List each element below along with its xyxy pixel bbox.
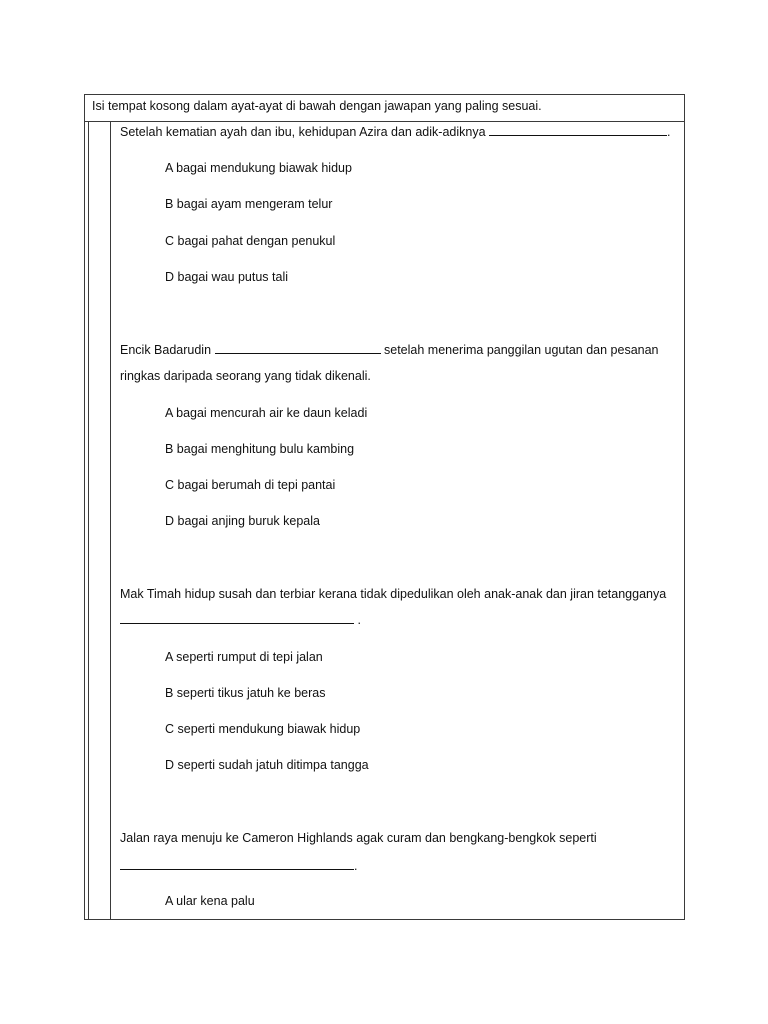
question-1-end: .: [667, 125, 671, 139]
question-3-end: .: [357, 613, 361, 627]
question-2-option-b: B bagai menghitung bulu kambing: [165, 442, 355, 456]
question-1-option-c: C bagai pahat dengan penukul: [165, 234, 336, 248]
instruction-text: Isi tempat kosong dalam ayat-ayat di bawah dengan jawapan yang paling sesuai.: [92, 99, 542, 113]
question-2-text-start: Encik Badarudin: [120, 343, 212, 357]
instruction-row: [85, 95, 684, 122]
question-4-line-2: [120, 859, 357, 873]
question-2-text-end: setelah menerima panggilan ugutan dan pesanan: [384, 343, 659, 357]
left-margin-line-1: [88, 122, 89, 919]
question-1-option-d: D bagai wau putus tali: [165, 270, 288, 284]
left-margin-line-2: [110, 122, 111, 919]
question-1-text: Setelah kematian ayah dan ibu, kehidupan Azira dan adik-adiknya: [120, 125, 486, 139]
question-1-option-a: A bagai mendukung biawak hidup: [165, 161, 352, 175]
question-2-option-d: D bagai anjing buruk kepala: [165, 514, 320, 528]
worksheet-table: [84, 94, 685, 920]
question-4-option-a: A ular kena palu: [165, 894, 255, 908]
question-2-option-a: A bagai mencurah air ke daun keladi: [165, 406, 368, 420]
question-3-option-a: A seperti rumput di tepi jalan: [165, 650, 323, 664]
answer-blank-3: [120, 613, 354, 624]
question-1-option-b: B bagai ayam mengeram telur: [165, 197, 333, 211]
answer-blank-4: [120, 859, 354, 870]
answer-blank-1: [489, 125, 667, 136]
question-3-option-c: C seperti mendukung biawak hidup: [165, 722, 361, 736]
question-2-line-2: ringkas daripada seorang yang tidak dikenali.: [120, 369, 371, 383]
question-4-line-1: Jalan raya menuju ke Cameron Highlands agak curam dan bengkang-bengkok seperti: [120, 831, 597, 845]
question-3-line-1: Mak Timah hidup susah dan terbiar kerana tidak dipedulikan oleh anak-anak dan jiran tetangganya: [120, 587, 667, 601]
answer-blank-2: [215, 343, 381, 354]
question-2-option-c: C bagai berumah di tepi pantai: [165, 478, 336, 492]
question-3-option-d: D seperti sudah jatuh ditimpa tangga: [165, 758, 369, 772]
question-1-line-1: [120, 125, 671, 139]
question-3-line-2: [120, 613, 361, 627]
question-3-option-b: B seperti tikus jatuh ke beras: [165, 686, 326, 700]
question-2-line-1: [120, 343, 659, 357]
question-4-end: .: [354, 859, 358, 873]
